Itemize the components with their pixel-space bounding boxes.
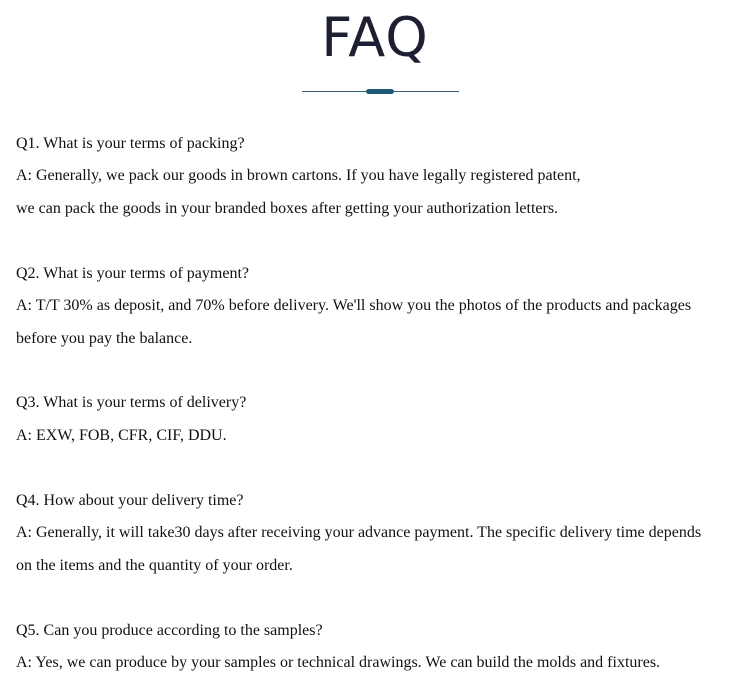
faq-question-5: Q5. Can you produce according to the samples?: [16, 622, 323, 639]
title-divider-accent: [366, 89, 394, 94]
faq-answer-4-line-1: A: Generally, it will take30 days after receiving your advance payment. The specific delivery time depends: [16, 524, 702, 541]
faq-answer-3-line-1: A: EXW, FOB, CFR, CIF, DDU.: [16, 427, 227, 444]
faq-question-2: Q2. What is your terms of payment?: [16, 265, 249, 282]
faq-question-1: Q1. What is your terms of packing?: [16, 135, 245, 152]
faq-answer-2-line-1: A: T/T 30% as deposit, and 70% before delivery. We'll show you the photos of the products and packages: [16, 297, 692, 314]
faq-answer-1-line-2: we can pack the goods in your branded boxes after getting your authorization letters.: [16, 200, 559, 217]
faq-answer-4-line-2: on the items and the quantity of your order.: [16, 557, 293, 574]
faq-answer-1-line-1: A: Generally, we pack our goods in brown cartons. If you have legally registered patent,: [16, 167, 581, 184]
page-title: FAQ: [321, 6, 429, 69]
faq-question-4: Q4. How about your delivery time?: [16, 492, 244, 509]
faq-question-3: Q3. What is your terms of delivery?: [16, 394, 247, 411]
faq-answer-2-line-2: before you pay the balance.: [16, 330, 193, 347]
faq-answer-5-line-1: A: Yes, we can produce by your samples or technical drawings. We can build the molds and fixtures.: [16, 654, 661, 671]
